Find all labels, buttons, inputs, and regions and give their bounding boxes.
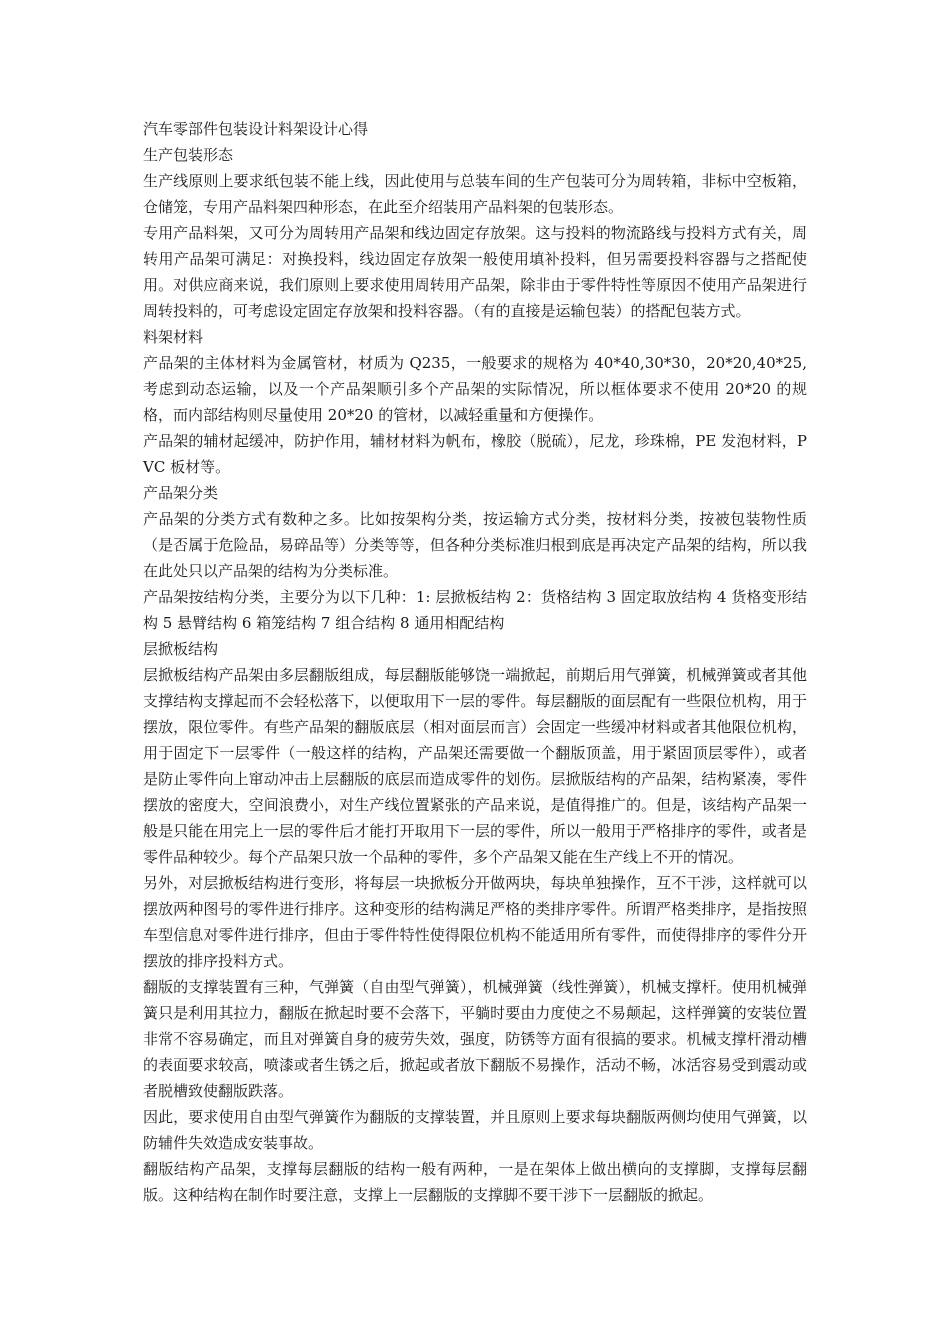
document-body (143, 142, 807, 1208)
paragraph: 翻版结构产品架，支撑每层翻版的结构一般有两种，一是在架体上做出横向的支撑脚，支撑每层翻版。这种结构在制作时要注意，支撑上一层翻版的支撑脚不要干涉下一层翻版的掀起。 (143, 1160, 807, 1204)
paragraph: 产品架的辅材起缓冲，防护作用，辅材材料为帆布，橡胶（脱硫），尼龙，珍珠棉，PE 发泡材料，PVC 板材等。 (143, 432, 807, 476)
paragraph: 专用产品料架，又可分为周转用产品架和线边固定存放架。这与投料的物流路线与投料方式有关，周转用产品架可满足：对换投料，线边固定存放架一般使用填补投料，但另需要投料容器与之搭配使用。对供应商来说，我们原则上要求使用周转用产品架，除非由于零件特性等原因不使用产品架进行周转投料的，可考虑设定固定存放架和投料容器。（有的直接是运输包装）的搭配包装方式。 (143, 224, 807, 320)
section-heading: 料架材料 (143, 328, 204, 346)
section-heading: 产品架分类 (143, 484, 219, 502)
section-heading: 生产包装形态 (143, 146, 234, 164)
document-title: 汽车零部件包装设计料架设计心得 (143, 120, 369, 138)
paragraph: 产品架按结构分类，主要分为以下几种：1: 层掀板结构 2：货格结构 3 固定取放结构 4 货格变形结构 5 悬臂结构 6 箱笼结构 7 组合结构 8 通用相配结构 (143, 588, 807, 632)
paragraph: 产品架的分类方式有数种之多。比如按架构分类，按运输方式分类，按材料分类，按被包装物性质（是否属于危险品，易碎品等）分类等等，但各种分类标准归根到底是再决定产品架的结构，所以我在此处只以产品架的结构为分类标准。 (143, 510, 807, 580)
paragraph: 生产线原则上要求纸包装不能上线，因此使用与总装车间的生产包装可分为周转箱，非标中空板箱，仓储笼，专用产品料架四种形态，在此至介绍装用产品料架的包装形态。 (143, 172, 807, 216)
paragraph: 翻版的支撑装置有三种，气弹簧（自由型气弹簧），机械弹簧（线性弹簧），机械支撑杆。使用机械弹簧只是利用其拉力，翻版在掀起时要不会落下，平躺时要由力度使之不易颠起，这样弹簧的安装位置非常不容易确定，而且对弹簧自身的疲劳失效，强度，防锈等方面有很搞的要求。机械支撑杆滑动槽的表面要求较高，喷漆或者生锈之后，掀起或者放下翻版不易操作，活动不畅，冰活容易受到震动或者脱槽致使翻版跌落。 (143, 978, 807, 1100)
paragraph: 因此，要求使用自由型气弹簧作为翻版的支撑装置，并且原则上要求每块翻版两侧均使用气弹簧，以防辅件失效造成安装事故。 (143, 1108, 807, 1152)
paragraph: 产品架的主体材料为金属管材，材质为 Q235，一般要求的规格为 40*40,30*30，20*20,40*25,考虑到动态运输，以及一个产品架顺引多个产品架的实际情况，所以框体要求不使用 20*20 的规格，而内部结构则尽量使用 20*20 的管材，以减轻重量和方便操作。 (143, 354, 807, 424)
document-page (143, 116, 807, 1208)
section-heading: 层掀板结构 (143, 640, 219, 658)
paragraph: 另外，对层掀板结构进行变形，将每层一块掀板分开做两块，每块单独操作，互不干涉，这样就可以摆放两种图号的零件进行排序。这种变形的结构满足严格的类排序零件。所谓严格类排序，是指按照车型信息对零件进行排序，但由于零件特性使得限位机构不能适用所有零件，而使得排序的零件分开摆放的排序投料方式。 (143, 874, 807, 970)
paragraph: 层掀板结构产品架由多层翻版组成，每层翻版能够饶一端掀起，前期后用气弹簧，机械弹簧或者其他支撑结构支撑起而不会轻松落下，以便取用下一层的零件。每层翻版的面层配有一些限位机构，用于摆放，限位零件。有些产品架的翻版底层（相对面层而言）会固定一些缓冲材料或者其他限位机构，用于固定下一层零件（一般这样的结构，产品架还需要做一个翻版顶盖，用于紧固顶层零件），或者是防止零件向上窜动冲击上层翻版的底层而造成零件的划伤。层掀版结构的产品架，结构紧凑，零件摆放的密度大，空间浪费小，对生产线位置紧张的产品来说，是值得推广的。但是，该结构产品架一般是只能在用完上一层的零件后才能打开取用下一层的零件，所以一般用于严格排序的零件，或者是零件品种较少。每个产品架只放一个品种的零件，多个产品架又能在生产线上不开的情况。 (143, 666, 807, 866)
